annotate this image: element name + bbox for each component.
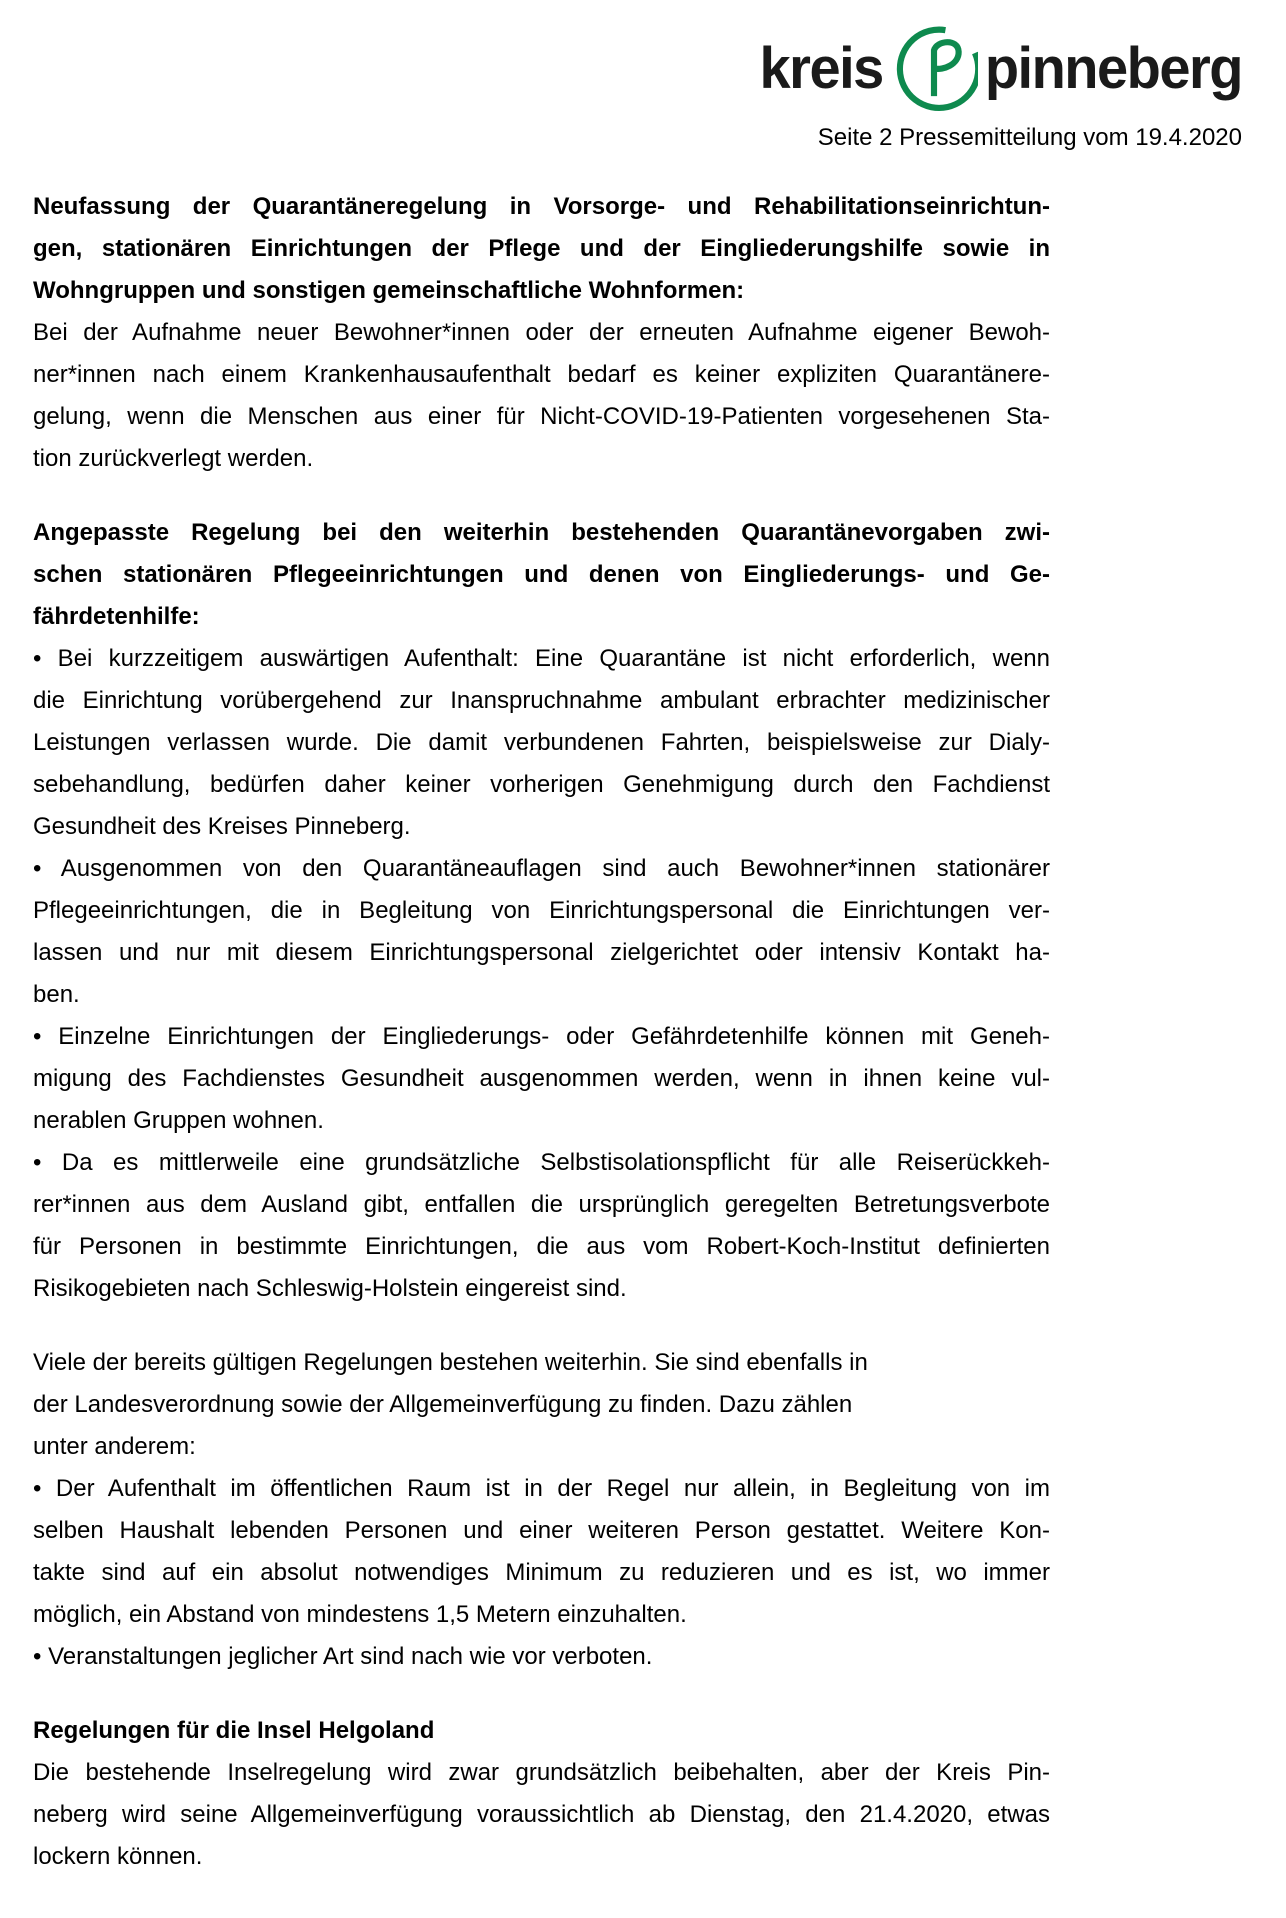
text-line: • Einzelne Einrichtungen der Eingliederungs- oder Gefährdetenhilfe können mit Geneh-	[33, 1023, 1050, 1050]
text-line: der Landesverordnung sowie der Allgemeinverfügung zu finden. Dazu zählen	[33, 1391, 853, 1418]
document-section	[33, 186, 1050, 480]
text-line: neberg wird seine Allgemeinverfügung voraussichtlich ab Dienstag, den 21.4.2020, etwas	[33, 1801, 1050, 1828]
text-line: migung des Fachdienstes Gesundheit ausgenommen werden, wenn in ihnen keine vul-	[33, 1065, 1050, 1092]
body-paragraph	[33, 312, 1050, 480]
text-line: Viele der bereits gültigen Regelungen bestehen weiterhin. Sie sind ebenfalls in	[33, 1349, 868, 1376]
text-line: • Da es mittlerweile eine grundsätzliche Selbstisolationspflicht für alle Reiserückkeh-	[33, 1149, 1050, 1176]
document-section	[33, 1710, 1050, 1878]
text-line: gelung, wenn die Menschen aus einer für Nicht-COVID-19-Patienten vorgesehenen Sta-	[33, 403, 1050, 430]
text-line: sebehandlung, bedürfen daher keiner vorherigen Genehmigung durch den Fachdienst	[33, 771, 1050, 798]
text-line: Angepasste Regelung bei den weiterhin bestehenden Quarantänevorgaben zwi-	[33, 519, 1050, 546]
text-line: selben Haushalt lebenden Personen und einer weiteren Person gestattet. Weitere Kon-	[33, 1517, 1050, 1544]
text-line: • Veranstaltungen jeglicher Art sind nach wie vor verboten.	[33, 1643, 653, 1670]
p-in-circle-icon	[890, 22, 978, 114]
body-paragraph	[33, 1752, 1050, 1878]
logo-text-pinneberg: pinneberg	[984, 34, 1242, 101]
text-line: nerablen Gruppen wohnen.	[33, 1107, 324, 1134]
heading-paragraph	[33, 512, 1050, 638]
text-line: gen, stationären Einrichtungen der Pflege und der Eingliederungshilfe sowie in	[33, 235, 1050, 262]
text-line: rer*innen aus dem Ausland gibt, entfallen die ursprünglich geregelten Betretungsverbote	[33, 1191, 1050, 1218]
text-line: Leistungen verlassen wurde. Die damit verbundenen Fahrten, beispielsweise zur Dialy-	[33, 729, 1050, 756]
text-line: • Bei kurzzeitigem auswärtigen Aufenthalt: Eine Quarantäne ist nicht erforderlich, wenn	[33, 645, 1050, 672]
text-line: unter anderem:	[33, 1433, 196, 1460]
page-number-dateline: Seite 2 Pressemitteilung vom 19.4.2020	[817, 124, 1242, 151]
text-line: lassen und nur mit diesem Einrichtungspersonal zielgerichtet oder intensiv Kontakt ha-	[33, 939, 1050, 966]
text-line: Die bestehende Inselregelung wird zwar grundsätzlich beibehalten, aber der Kreis Pin-	[33, 1759, 1050, 1786]
document-body	[33, 186, 1050, 1878]
heading-paragraph	[33, 1710, 1050, 1752]
text-line: für Personen in bestimmte Einrichtungen, die aus vom Robert-Koch-Institut definierten	[33, 1233, 1050, 1260]
body-paragraph	[33, 1142, 1050, 1310]
text-line: Gesundheit des Kreises Pinneberg.	[33, 813, 411, 840]
text-line: Wohngruppen und sonstigen gemeinschaftliche Wohnformen:	[33, 277, 745, 304]
logo-text-kreis: kreis	[759, 34, 883, 101]
text-line: • Der Aufenthalt im öffentlichen Raum ist in der Regel nur allein, in Begleitung von im	[33, 1475, 1050, 1502]
text-line: ben.	[33, 981, 80, 1008]
text-line: Neufassung der Quarantäneregelung in Vorsorge- und Rehabilitationseinrichtun-	[33, 193, 1050, 220]
document-section	[33, 1342, 1050, 1678]
text-line: ner*innen nach einem Krankenhausaufenthalt bedarf es keiner expliziten Quarantänere-	[33, 361, 1050, 388]
body-paragraph	[33, 1468, 1050, 1636]
body-paragraph	[33, 848, 1050, 1016]
p-glyph	[934, 42, 959, 96]
text-line: möglich, ein Abstand von mindestens 1,5 Metern einzuhalten.	[33, 1601, 687, 1628]
text-line: fährdetenhilfe:	[33, 603, 200, 630]
document-section	[33, 512, 1050, 1310]
text-line: lockern können.	[33, 1843, 203, 1870]
text-line: Regelungen für die Insel Helgoland	[33, 1717, 435, 1744]
text-line: schen stationären Pflegeeinrichtungen und denen von Eingliederungs- und Ge-	[33, 561, 1050, 588]
body-paragraph	[33, 638, 1050, 848]
text-line: Bei der Aufnahme neuer Bewohner*innen oder der erneuten Aufnahme eigener Bewoh-	[33, 319, 1050, 346]
text-line: • Ausgenommen von den Quarantäneauflagen sind auch Bewohner*innen stationärer	[33, 855, 1050, 882]
text-line: takte sind auf ein absolut notwendiges Minimum zu reduzieren und es ist, wo immer	[33, 1559, 1050, 1586]
kreis-pinneberg-logo	[760, 22, 1242, 114]
body-paragraph	[33, 1636, 1050, 1678]
page-header	[760, 22, 1242, 153]
heading-paragraph	[33, 186, 1050, 312]
body-paragraph	[33, 1342, 1050, 1468]
text-line: Risikogebieten nach Schleswig-Holstein eingereist sind.	[33, 1275, 627, 1302]
body-paragraph	[33, 1016, 1050, 1142]
text-line: die Einrichtung vorübergehend zur Inanspruchnahme ambulant erbrachter medizinischer	[33, 687, 1050, 714]
text-line: Pflegeeinrichtungen, die in Begleitung von Einrichtungspersonal die Einrichtungen ver-	[33, 897, 1050, 924]
text-line: tion zurückverlegt werden.	[33, 445, 314, 472]
